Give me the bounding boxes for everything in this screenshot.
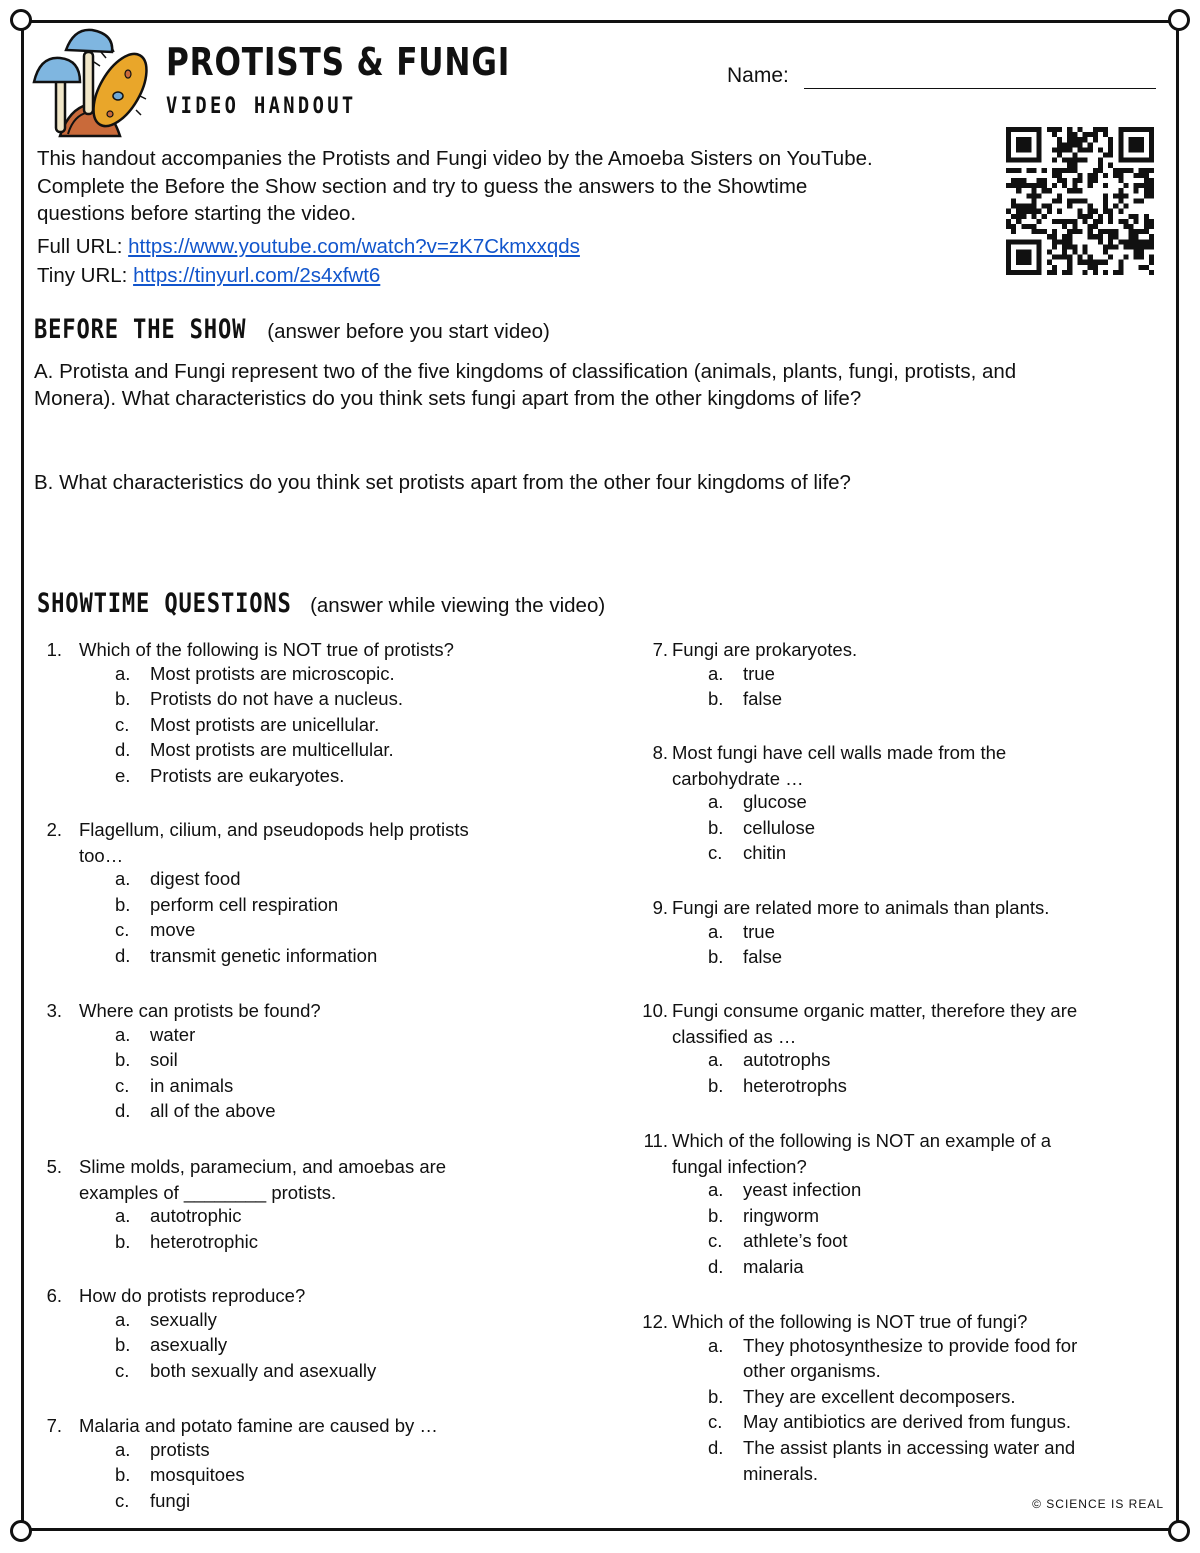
option-letter: d. [708, 1437, 724, 1458]
option-letter: b. [115, 893, 131, 915]
question-text: Fungi are related more to animals than plants. [672, 897, 1050, 918]
option-text[interactable]: fungi [150, 1489, 191, 1511]
intro-line: This handout accompanies the Protists and Fungi video by the Amoeba Sisters on YouTube. [37, 147, 873, 170]
option-text[interactable]: in animals [150, 1074, 234, 1096]
option-text[interactable]: minerals. [743, 1462, 819, 1484]
option-letter: b. [708, 1204, 724, 1226]
intro-paragraph [37, 145, 1002, 228]
option-text[interactable]: soil [150, 1049, 178, 1071]
question-number: 11. [643, 1130, 668, 1151]
option-text[interactable]: Most protists are microscopic. [150, 662, 395, 684]
option-text[interactable]: glucose [743, 791, 807, 813]
question-text: Fungi consume organic matter, therefore they are [672, 1000, 1078, 1021]
option-text[interactable]: heterotrophic [150, 1230, 258, 1252]
option-letter: c. [708, 1230, 723, 1252]
name-field[interactable] [804, 88, 1156, 89]
question-number: 1. [46, 639, 62, 660]
option-text[interactable]: Protists do not have a nucleus. [150, 688, 403, 710]
option-letter: a. [115, 662, 131, 684]
option-text[interactable]: false [743, 946, 783, 968]
option-text[interactable]: true [743, 920, 775, 942]
option-text[interactable]: They photosynthesize to provide food for [743, 1334, 1078, 1356]
corner-circle-bottom-right [1168, 1520, 1190, 1542]
option-text[interactable]: autotrophic [150, 1205, 242, 1227]
option-letter: c. [115, 713, 130, 735]
tiny-url-label: Tiny URL: [37, 264, 128, 287]
option-text[interactable]: water [150, 1023, 196, 1045]
option-text[interactable]: Most protists are multicellular. [150, 739, 394, 761]
tiny-url-row [37, 264, 380, 288]
option-letter: a. [708, 662, 724, 684]
option-letter: c. [708, 1411, 723, 1433]
option-letter: e. [115, 765, 131, 786]
full-url-label: Full URL: [37, 235, 123, 258]
option-text[interactable]: malaria [743, 1256, 804, 1277]
question-number: 7. [652, 639, 668, 660]
full-url-row [37, 235, 580, 259]
option-letter: d. [708, 1256, 724, 1277]
option-letter: a. [708, 791, 724, 813]
name-label: Name: [727, 64, 789, 87]
question-number: 7. [46, 1415, 62, 1436]
option-text[interactable]: cellulose [743, 816, 815, 838]
full-url-link[interactable]: https://www.youtube.com/watch?v=zK7Ckmxxqds [128, 235, 580, 258]
option-text[interactable]: all of the above [150, 1100, 276, 1122]
copyright-notice: © SCIENCE IS REAL [1032, 1497, 1164, 1511]
option-letter: c. [115, 919, 130, 941]
option-letter: d. [115, 945, 131, 966]
option-letter: c. [115, 1489, 130, 1511]
option-letter: b. [708, 1074, 724, 1096]
option-text[interactable]: true [743, 662, 775, 684]
option-letter: a. [115, 868, 131, 890]
option-letter: c. [708, 842, 723, 864]
option-letter: b. [115, 688, 131, 710]
option-letter: b. [708, 688, 724, 710]
before-question-a [34, 358, 1164, 412]
question-number: 12. [642, 1311, 668, 1332]
option-text[interactable]: They are excellent decomposers. [743, 1385, 1016, 1407]
question-text: Malaria and potato famine are caused by … [79, 1415, 438, 1436]
option-letter: a. [115, 1308, 131, 1330]
qr-code[interactable] [1004, 127, 1156, 275]
question-number: 3. [46, 1000, 62, 1021]
page-subtitle: VIDEO HANDOUT [166, 94, 357, 119]
option-letter: a. [708, 1334, 724, 1356]
option-letter: a. [115, 1023, 131, 1045]
before-show-header [34, 314, 550, 345]
option-text[interactable]: yeast infection [743, 1179, 862, 1201]
question-text: Where can protists be found? [79, 1000, 321, 1021]
tiny-url-link[interactable]: https://tinyurl.com/2s4xfwt6 [133, 264, 381, 287]
question-a-line: A. Protista and Fungi represent two of the five kingdoms of classification (animals, plants, fungi, protists, and [34, 360, 1017, 383]
option-text[interactable]: sexually [150, 1308, 217, 1330]
page-title: PROTISTS & FUNGI [166, 40, 511, 84]
option-text[interactable]: ringworm [743, 1204, 820, 1226]
intro-line: questions before starting the video. [37, 202, 357, 225]
option-text[interactable]: false [743, 688, 783, 710]
question-text: examples of ________ protists. [79, 1181, 337, 1203]
option-text[interactable]: heterotrophs [743, 1074, 847, 1096]
question-number: 2. [46, 819, 62, 840]
intro-line: Complete the Before the Show section and try to guess the answers to the Showtime [37, 174, 808, 198]
question-text: carbohydrate … [672, 767, 804, 789]
option-letter: c. [115, 1359, 130, 1381]
showtime-note: (answer while viewing the video) [310, 594, 606, 617]
question-number: 6. [46, 1285, 62, 1306]
option-letter: a. [115, 1205, 131, 1227]
option-text[interactable]: protists [150, 1438, 210, 1460]
option-letter: a. [708, 1049, 724, 1071]
corner-circle-top-right [1168, 9, 1190, 31]
option-text[interactable]: both sexually and asexually [150, 1359, 377, 1381]
question-text: Which of the following is NOT true of protists? [79, 639, 454, 660]
question-a-line: Monera). What characteristics do you think sets fungi apart from the other kingdoms of life? [34, 387, 862, 410]
question-text: Flagellum, cilium, and pseudopods help protists [79, 819, 469, 840]
question-text: too… [79, 844, 124, 866]
option-text[interactable]: autotrophs [743, 1049, 831, 1071]
question-text: Slime molds, paramecium, and amoebas are [79, 1156, 447, 1177]
option-text[interactable]: perform cell respiration [150, 893, 339, 915]
option-text[interactable]: mosquitoes [150, 1464, 245, 1486]
option-text[interactable]: Most protists are unicellular. [150, 713, 380, 735]
question-text: Most fungi have cell walls made from the [672, 742, 1007, 763]
before-show-note: (answer before you start video) [267, 320, 550, 343]
option-letter: d. [115, 1100, 131, 1122]
corner-circle-top-left [10, 9, 32, 31]
option-letter: b. [115, 1464, 131, 1486]
question-text: classified as … [672, 1025, 797, 1047]
option-letter: b. [708, 1385, 724, 1407]
option-letter: a. [708, 1179, 724, 1201]
option-letter: b. [708, 946, 724, 968]
corner-circle-bottom-left [10, 1520, 32, 1542]
option-letter: b. [115, 1049, 131, 1071]
option-text[interactable]: The assist plants in accessing water and [743, 1437, 1076, 1458]
question-text: Which of the following is NOT an example of a [672, 1130, 1052, 1151]
option-text[interactable]: Protists are eukaryotes. [150, 765, 345, 786]
question-text: fungal infection? [672, 1155, 807, 1177]
option-text[interactable]: asexually [150, 1334, 228, 1356]
option-text[interactable]: digest food [150, 868, 241, 890]
question-number: 10. [642, 1000, 668, 1021]
option-letter: a. [115, 1438, 131, 1460]
option-text[interactable]: move [150, 919, 196, 941]
option-text[interactable]: athlete’s foot [743, 1230, 848, 1252]
option-text[interactable]: other organisms. [743, 1360, 881, 1382]
before-show-heading: BEFORE THE SHOW [34, 314, 247, 345]
showtime-header [37, 588, 605, 619]
option-text[interactable]: May antibiotics are derived from fungus. [743, 1411, 1072, 1433]
question-number: 5. [46, 1156, 62, 1177]
option-letter: d. [115, 739, 131, 761]
option-text[interactable]: transmit genetic information [150, 945, 378, 966]
option-letter: c. [115, 1074, 130, 1096]
option-letter: b. [708, 816, 724, 838]
question-text: Which of the following is NOT true of fungi? [672, 1311, 1028, 1332]
question-text: Fungi are prokaryotes. [672, 639, 858, 660]
mushroom-paramecium-logo [30, 26, 148, 138]
showtime-heading: SHOWTIME QUESTIONS [37, 588, 292, 619]
before-question-b: B. What characteristics do you think set protists apart from the other four kingdoms of life? [34, 471, 851, 494]
option-letter: b. [115, 1334, 131, 1356]
option-letter: b. [115, 1230, 131, 1252]
question-number: 8. [652, 742, 668, 763]
question-text: How do protists reproduce? [79, 1285, 306, 1306]
option-text[interactable]: chitin [743, 842, 787, 864]
question-number: 9. [652, 897, 668, 918]
option-letter: a. [708, 920, 724, 942]
